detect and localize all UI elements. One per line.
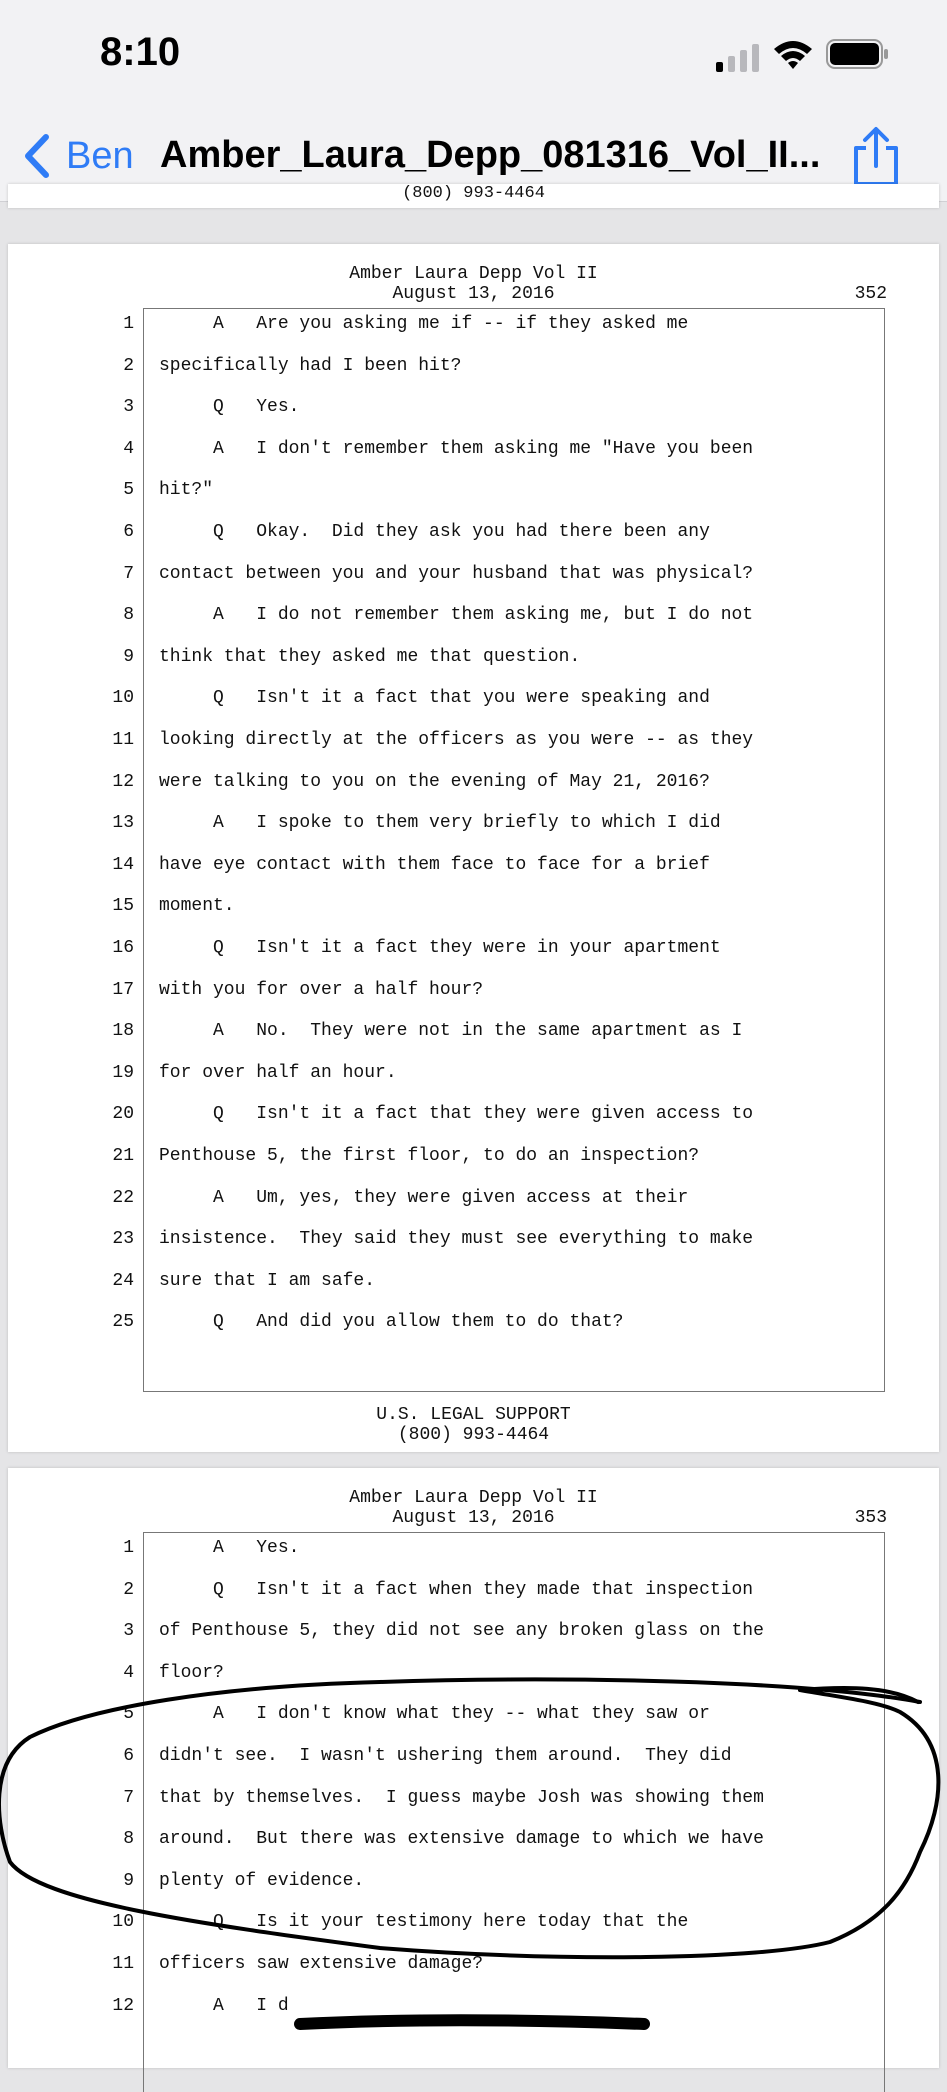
chevron-left-icon — [22, 133, 52, 179]
transcript-line-text: Q Yes. — [159, 397, 300, 418]
transcript-line-text: A Yes. — [159, 1538, 300, 1558]
line-number: 11 — [112, 730, 134, 750]
transcript-line-text: Q And did you allow them to do that? — [159, 1312, 624, 1333]
transcript-line-text: have eye contact with them face to face for a brief — [159, 854, 710, 875]
line-number: 7 — [123, 1787, 134, 1808]
transcript-line-text: Q Isn't it a fact when they made that inspection — [159, 1579, 754, 1600]
line-number: 24 — [112, 1270, 134, 1291]
transcript-line-text: plenty of evidence. — [159, 1870, 365, 1891]
transcript-line-text: A Are you asking me if -- if they asked me — [159, 314, 689, 334]
transcript-line-text: contact between you and your husband that was physical? — [159, 563, 754, 584]
line-number: 8 — [123, 605, 134, 626]
line-number: 12 — [112, 1995, 134, 2016]
page-number: 352 — [854, 284, 887, 304]
transcript-line-text: floor? — [159, 1662, 224, 1683]
line-number: 10 — [112, 688, 134, 709]
document-title: Amber_Laura_Depp_081316_Vol_II... — [160, 134, 821, 176]
transcript-line-text: insistence. They said they must see everything to make — [159, 1229, 754, 1250]
line-number: 2 — [123, 355, 134, 376]
battery-icon — [826, 38, 890, 70]
page-header-title: Amber Laura Depp Vol II — [349, 1488, 598, 1508]
document-viewer[interactable] — [0, 184, 947, 2048]
transcript-line-text: hit?" — [159, 480, 214, 501]
line-number: 1 — [123, 1538, 134, 1558]
transcript-page — [8, 1468, 939, 2068]
line-number: 3 — [123, 397, 134, 418]
previous-page-footer-phone: (800) 993-4464 — [402, 184, 545, 203]
transcript-line-text: Q Isn't it a fact that you were speaking and — [159, 688, 710, 709]
transcript-line-text: Q Isn't it a fact they were in your apartment — [159, 938, 721, 958]
transcript-line-text: sure that I am safe. — [159, 1270, 376, 1291]
line-number: 14 — [112, 854, 134, 875]
transcript-line-text: of Penthouse 5, they did not see any broken glass on the — [159, 1621, 764, 1642]
transcript-line-text: Q Is it your testimony here today that the — [159, 1912, 689, 1933]
transcript-line-text: didn't see. I wasn't ushering them around. They did — [159, 1746, 732, 1766]
transcript-page — [8, 244, 939, 1452]
line-number: 16 — [112, 938, 134, 958]
line-number: 4 — [123, 1662, 134, 1683]
transcript-line-text: for over half an hour. — [159, 1062, 397, 1083]
line-number: 3 — [123, 1621, 134, 1642]
transcript-line-text: looking directly at the officers as you were -- as they — [159, 730, 754, 750]
previous-page-bottom — [8, 184, 939, 208]
cellular-signal-icon — [716, 44, 760, 72]
line-number: 13 — [112, 813, 134, 834]
transcript-line-text: moment. — [159, 896, 235, 917]
transcript-line-text: around. But there was extensive damage to which we have — [159, 1829, 764, 1850]
transcript-line-text: A I don't know what they -- what they saw or — [159, 1704, 710, 1725]
transcript-line-text: A No. They were not in the same apartment as I — [159, 1021, 743, 1042]
share-icon[interactable] — [850, 126, 902, 188]
line-number: 9 — [123, 1870, 134, 1891]
page-footer-company: U.S. LEGAL SUPPORT — [376, 1405, 571, 1425]
line-number: 6 — [123, 522, 134, 542]
transcript-line-text: A I don't remember them asking me "Have you been — [159, 438, 754, 459]
line-number: 25 — [112, 1312, 134, 1333]
line-number: 7 — [123, 563, 134, 584]
transcript-line-text: Q Okay. Did they ask you had there been any — [159, 522, 710, 542]
page-header-title: Amber Laura Depp Vol II — [349, 264, 598, 284]
line-number: 2 — [123, 1579, 134, 1600]
transcript-line-text: A I d — [159, 1995, 289, 2016]
page-footer-phone: (800) 993-4464 — [397, 1425, 550, 1445]
wifi-icon — [772, 38, 814, 70]
line-number: 5 — [123, 1704, 134, 1725]
page-header-date: August 13, 2016 — [392, 1508, 555, 1528]
line-number: 23 — [112, 1229, 134, 1250]
transcript-line-text: A Um, yes, they were given access at their — [159, 1187, 689, 1208]
line-number: 19 — [112, 1062, 134, 1083]
line-number: 10 — [112, 1912, 134, 1933]
transcript-line-text: A I spoke to them very briefly to which I did — [159, 813, 721, 834]
status-bar — [0, 0, 947, 112]
page-header-date: August 13, 2016 — [392, 284, 555, 304]
line-number: 12 — [112, 771, 134, 792]
transcript-line-text: A I do not remember them asking me, but I do not — [159, 605, 754, 626]
transcript-line-text: think that they asked me that question. — [159, 646, 581, 667]
line-number: 4 — [123, 438, 134, 459]
line-number: 1 — [123, 314, 134, 334]
line-number: 5 — [123, 480, 134, 501]
status-time: 8:10 — [100, 30, 181, 74]
transcript-line-text: were talking to you on the evening of May 21, 2016? — [159, 771, 710, 792]
page-number: 353 — [854, 1508, 887, 1528]
line-number: 8 — [123, 1829, 134, 1850]
back-label: Ben — [66, 134, 134, 177]
transcript-line-text: with you for over a half hour? — [159, 979, 484, 1000]
line-number: 6 — [123, 1746, 134, 1766]
line-number: 11 — [112, 1954, 134, 1974]
transcript-line-text: Q Isn't it a fact that they were given access to — [159, 1104, 754, 1125]
line-number: 9 — [123, 646, 134, 667]
line-number: 21 — [112, 1146, 134, 1166]
transcript-line-text: officers saw extensive damage? — [159, 1954, 484, 1974]
transcript-line-text: that by themselves. I guess maybe Josh was showing them — [159, 1787, 764, 1808]
line-number: 15 — [112, 896, 134, 917]
transcript-line-text: Penthouse 5, the first floor, to do an inspection? — [159, 1146, 700, 1166]
line-number: 17 — [112, 979, 134, 1000]
back-button[interactable] — [22, 128, 134, 184]
line-number: 20 — [112, 1104, 134, 1125]
line-number: 22 — [112, 1187, 134, 1208]
transcript-line-text: specifically had I been hit? — [159, 355, 462, 376]
line-number: 18 — [112, 1021, 134, 1042]
